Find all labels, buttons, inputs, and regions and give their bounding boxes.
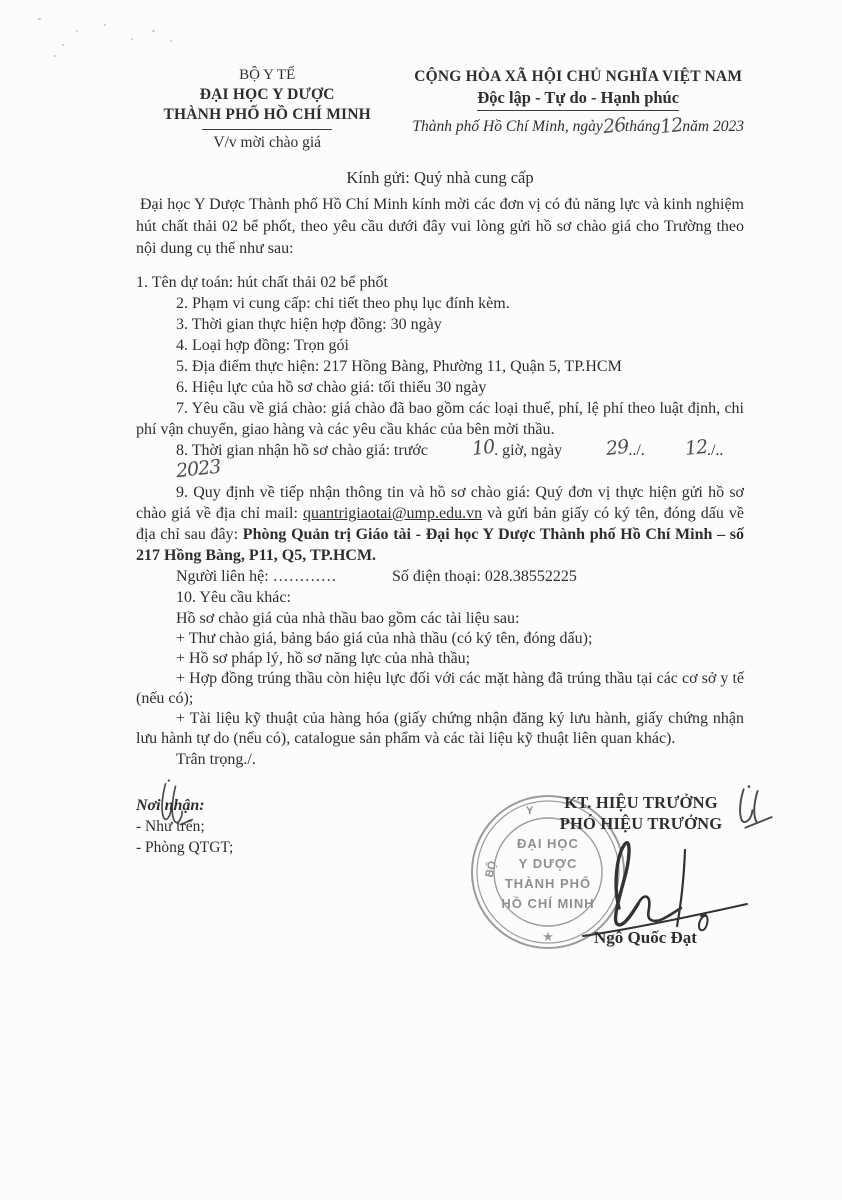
scan-noise bbox=[76, 30, 78, 32]
seal-line-4: HỒ CHÍ MINH bbox=[501, 896, 595, 911]
handwritten-paraph-icon bbox=[728, 782, 776, 834]
scan-noise bbox=[38, 18, 41, 20]
scan-noise bbox=[104, 24, 106, 26]
phone-number: Số điện thoại: 028.38552225 bbox=[392, 568, 577, 585]
handwritten-month: 12 bbox=[659, 113, 684, 139]
contact-line bbox=[136, 566, 744, 587]
document-requirement-4: + Tài liệu kỹ thuật của hàng hóa (giấy chứng nhận đăng ký lưu hành, giấy chứng nhận lưu hành tự do (nếu có), catalogue sản phẩm và các tài liệu kỹ thuật liên quan khác). bbox=[136, 710, 744, 747]
list-item-5: 5. Địa điểm thực hiện: 217 Hồng Bàng, Phường 11, Quận 5, TP.HCM bbox=[176, 358, 622, 375]
list-item-6: 6. Hiệu lực của hồ sơ chào giá: tối thiểu 30 ngày bbox=[176, 379, 487, 396]
seal-line-1: ĐẠI HỌC bbox=[517, 836, 579, 851]
header-divider bbox=[202, 129, 332, 130]
handwritten-day: 26 bbox=[601, 113, 627, 139]
signer-role-2: PHÓ HIỆU TRƯỞNG bbox=[559, 814, 723, 833]
list-item-4: 4. Loại hợp đồng: Trọn gói bbox=[176, 337, 349, 354]
national-header-block bbox=[398, 66, 744, 153]
recipients-block bbox=[136, 795, 233, 858]
issuing-org-block bbox=[136, 66, 398, 153]
handwritten-signature bbox=[575, 832, 755, 942]
handwritten-time: 10 bbox=[470, 435, 496, 461]
signer-role-1: KT. HIỆU TRƯỞNG bbox=[564, 793, 718, 812]
list-item-10: 10. Yêu cầu khác: bbox=[176, 589, 291, 606]
date-prefix: Thành phố Hồ Chí Minh, ngày bbox=[412, 118, 603, 135]
signer-name: Ngô Quốc Đạt bbox=[594, 928, 697, 947]
republic-title: CỘNG HÒA XÃ HỘI CHỦ NGHĨA VIỆT NAM bbox=[414, 68, 743, 85]
item8-sep2: ./.. bbox=[706, 442, 724, 459]
scan-noise bbox=[170, 40, 172, 42]
scan-noise bbox=[54, 55, 56, 57]
item8-prefix: 8. Thời gian nhận hồ sơ chào giá: trước bbox=[176, 442, 432, 459]
document-requirement-1: + Thư chào giá, bảng báo giá của nhà thầu (có ký tên, đóng dấu); bbox=[176, 630, 593, 647]
email-address: quantrigiaotai@ump.edu.vn bbox=[302, 505, 483, 522]
seal-ring-text-y: Y bbox=[526, 805, 534, 817]
intro-paragraph: Đại học Y Dược Thành phố Hồ Chí Minh kính mời các đơn vị có đủ năng lực và kinh nghiệm hút chất thải 02 bể phốt, theo yêu cầu dưới đây vui lòng gửi hồ sơ chào giá cho Trường theo nội dung cụ thể như sau: bbox=[136, 196, 744, 257]
item9-part1: 9. Quy định về tiếp nhận thông tin và hồ sơ chào giá: Quý đơn vị thực hiện gửi hồ sơ chào giá về địa chỉ mail: bbox=[136, 484, 744, 522]
signature-titles bbox=[520, 792, 762, 834]
national-motto: Độc lập - Tự do - Hạnh phúc bbox=[477, 87, 679, 111]
contact-person-label: Người liên hệ: ………… bbox=[176, 568, 337, 585]
recipients-title: Nơi nhận: bbox=[136, 797, 205, 814]
date-mid: tháng bbox=[624, 118, 661, 135]
list-item-9 bbox=[136, 482, 744, 566]
list-item-8 bbox=[136, 435, 744, 483]
salutation: Kính gửi: Quý nhà cung cấp bbox=[346, 168, 534, 187]
item9-part2: và gửi bản giấy có ký tên, đóng dấu về địa chỉ sau đây: bbox=[136, 505, 745, 543]
university-city: THÀNH PHỐ HỒ CHÍ MINH bbox=[163, 106, 371, 123]
scan-noise bbox=[152, 30, 155, 32]
seal-ring-text-bo: BỘ bbox=[483, 859, 500, 879]
recipient-item: - Phòng QTGT; bbox=[136, 839, 234, 856]
seal-star-icon: ★ bbox=[542, 929, 554, 944]
scan-noise bbox=[62, 44, 64, 46]
recipient-item: - Như trên; bbox=[136, 818, 205, 835]
seal-line-3: THÀNH PHỐ bbox=[504, 876, 592, 891]
seal-line-2: Y DƯỢC bbox=[518, 856, 578, 871]
list-item-3: 3. Thời gian thực hiện hợp đồng: 30 ngày bbox=[176, 316, 442, 333]
list-item-2: 2. Phạm vi cung cấp: chi tiết theo phụ lục đính kèm. bbox=[176, 295, 510, 312]
item8-sep1: ../. bbox=[628, 442, 645, 459]
ministry-name: BỘ Y TẾ bbox=[239, 67, 296, 83]
handwritten-deadline-day: 29 bbox=[605, 435, 630, 461]
subject-line: V/v mời chào giá bbox=[213, 134, 322, 151]
scan-noise bbox=[131, 38, 133, 40]
list-item-1: 1. Tên dự toán: hút chất thải 02 bể phốt bbox=[136, 274, 388, 291]
handwritten-deadline-year: 2023 bbox=[174, 455, 222, 483]
date-line bbox=[412, 113, 744, 139]
date-suffix: năm 2023 bbox=[682, 118, 744, 135]
item8-mid: . giờ, ngày bbox=[494, 442, 567, 459]
handwritten-deadline-month: 12 bbox=[683, 435, 709, 461]
delivery-address: Phòng Quản trị Giáo tài - Đại học Y Dược Thành phố Hồ Chí Minh – số 217 Hồng Bàng, P11, Q5, TP.HCM. bbox=[136, 526, 745, 564]
documents-intro: Hồ sơ chào giá của nhà thầu bao gồm các tài liệu sau: bbox=[176, 610, 520, 627]
university-name: ĐẠI HỌC Y DƯỢC bbox=[199, 86, 335, 103]
closing-text: Trân trọng./. bbox=[176, 751, 256, 768]
list-item-7: 7. Yêu cầu về giá chào: giá chào đã bao gồm các loại thuế, phí, lệ phí theo luật định, chi phí vận chuyển, giao hàng và các yêu cầu khác của bên mời thầu. bbox=[136, 400, 744, 438]
document-requirement-2: + Hồ sơ pháp lý, hồ sơ năng lực của nhà thầu; bbox=[176, 650, 471, 667]
document-requirement-3: + Hợp đồng trúng thầu còn hiệu lực đối với các mặt hàng đã trúng thầu tại các cơ sở y tế (nếu có); bbox=[136, 670, 744, 707]
letterhead bbox=[136, 66, 744, 153]
